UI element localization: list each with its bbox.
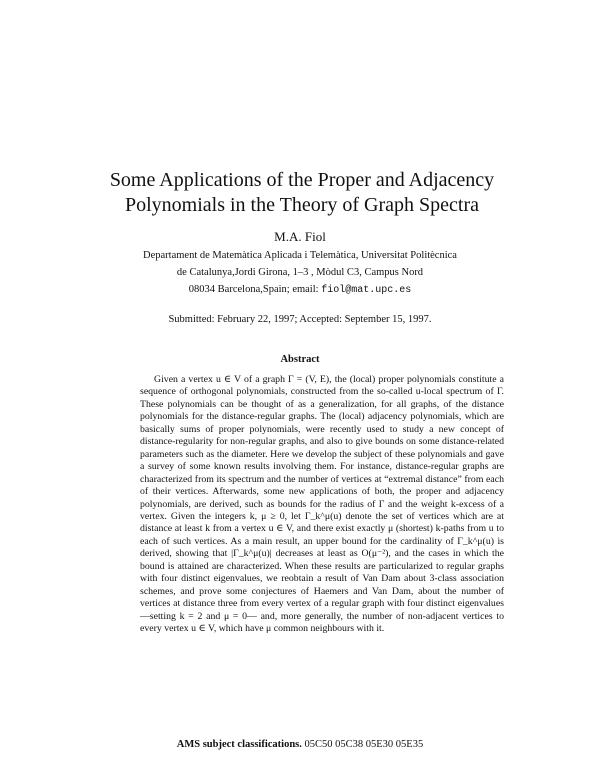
abstract-body: Given a vertex u ∈ V of a graph Γ = (V, E), the (local) proper polynomials constitute a sequence of orthogonal polynomials, constructed from the so-called u-local spectrum of Γ. These polynomials can be thought of as a generalization, for all graphs, of the distance polynomials for the distance-regular graphs. The (local) adjacency polynomials, which are basically sums of proper polynomials, were recently used to study a new concept of distance-regularity for non-regular graphs, and also to give bounds on some distance-related parameters such as the diameter. Here we develop the subject of these polynomials and gave a survey of some known results involving them. For instance, distance-regular graphs are characterized from its spectrum and the number of vertices at “extremal distance” from each of their vertices. Afterwards, some new applications of both, the proper and adjacency polynomials, are derived, such as bounds for the radius of Γ and the weight k-excess of a vertex. Given the integers k, μ ≥ 0, let Γ_k^μ(u) denote the set of vertices which are at distance at least k from a vertex u ∈ V, and there exist exactly μ (shortest) k-paths from u to each of such vertices. As a main result, an upper bound for the cardinality of Γ_k^μ(u) is derived, showing that |Γ_k^μ(u)| decreases at least as O(μ⁻²), and the cases in which the bound is attained are characterized. When these results are particularized to regular graphs with four distinct eigenvalues, we reobtain a result of Van Dam about 3-class association schemes, and prove some conjectures of Haemers and Van Dam, about the number of vertices at distance three from every vertex of a regular graph with four distinct eigenvalues —setting k = 2 and μ = 0— and, more generally, the number of non-adjacent vertices to every vertex u ∈ V, which have μ common neighbours with it. <box>140 374 504 635</box>
email-address: fiol@mat.upc.es <box>321 285 412 296</box>
address-text: 08034 Barcelona,Spain; email: <box>188 284 319 295</box>
ams-codes: 05C50 05C38 05E30 05E35 <box>304 739 424 750</box>
affiliation-line-3 <box>100 281 500 299</box>
author-affiliation <box>100 247 500 299</box>
paper-title: Some Applications of the Proper and Adjacency Polynomials in the Theory of Graph Spectra <box>109 169 495 216</box>
author-name: M.A. Fiol <box>274 229 326 244</box>
affiliation-line-1: Departament de Matemàtica Aplicada i Telemàtica, Universitat Politècnica <box>143 250 457 261</box>
abstract-heading: Abstract <box>280 354 320 365</box>
submission-dates: Submitted: February 22, 1997; Accepted: September 15, 1997. <box>168 314 432 325</box>
ams-classifications <box>0 739 600 750</box>
affiliation-line-2: de Catalunya,Jordi Girona, 1–3 , Mòdul C3, Campus Nord <box>176 267 424 278</box>
ams-label: AMS subject classifications. <box>176 739 302 750</box>
